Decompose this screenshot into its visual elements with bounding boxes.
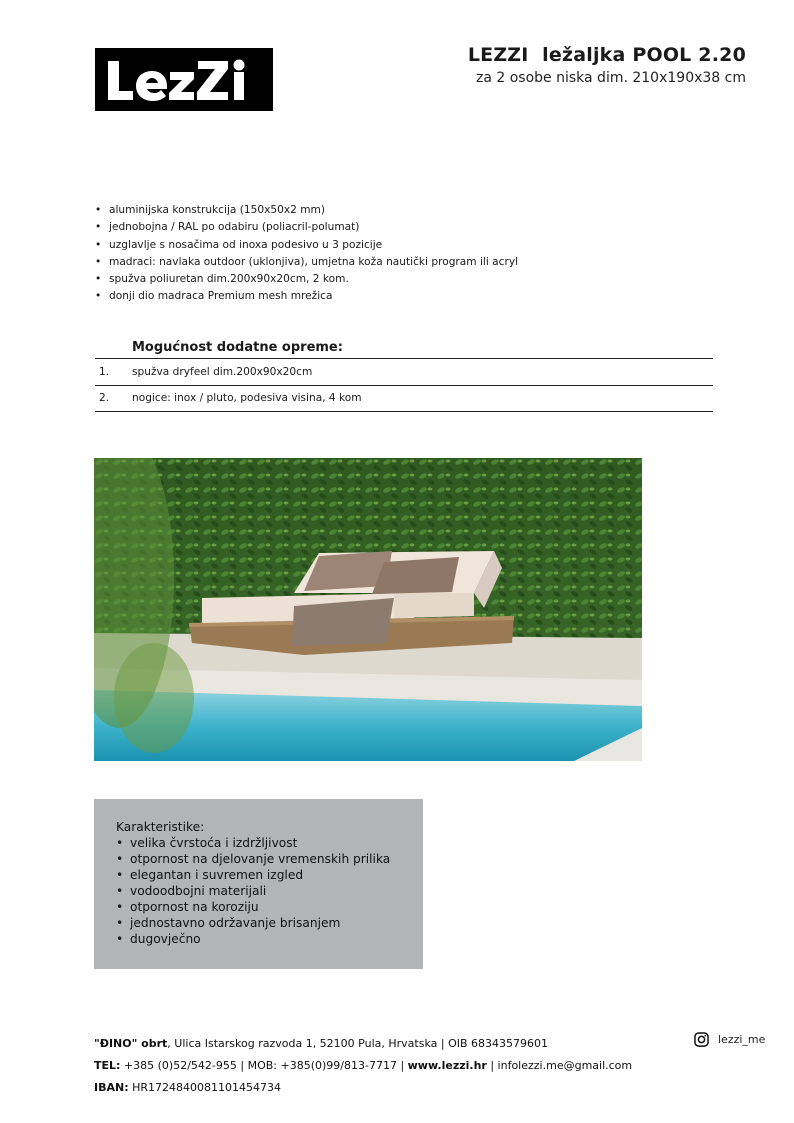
product-header [468,44,746,86]
website-link[interactable]: www.lezzi.hr [407,1059,487,1072]
footer-iban-line [94,1077,632,1099]
characteristics-list [116,835,423,947]
feature-item: • aluminijska konstrukcija (150x50x2 mm) [95,204,325,216]
characteristic-item: • vodoodbojni materijali [116,884,267,898]
feature-item: • donji dio madraca Premium mesh mrežica [95,290,333,303]
instagram-icon [694,1032,709,1047]
feature-item: • uzglavlje s nosačima od inoxa podesivo u 3 pozicije [95,238,383,251]
footer-address-line [94,1033,632,1055]
feature-list [95,202,518,306]
options-table [95,337,713,412]
tel-label: TEL: [94,1059,121,1072]
option-number: 1. [99,365,110,378]
email-link[interactable]: | infolezzi.me@gmail.com [486,1059,633,1072]
option-number: 2. [99,392,110,405]
options-heading: Mogućnost dodatne opreme: [95,337,713,359]
characteristic-item: • otpornost na djelovanje vremenskih prilika [116,852,391,866]
instagram-handle[interactable] [694,1032,765,1047]
options-row [95,386,713,413]
characteristic-item: • otpornost na koroziju [116,900,259,914]
iban-label: IBAN: [94,1081,129,1094]
phone-numbers[interactable]: +385 (0)52/542-955 | MOB: +385(0)99/813-7717 | [120,1059,408,1072]
footer-contact [94,1033,632,1099]
lounger-pool-image [94,458,642,761]
characteristic-item: • velika čvrstoća i izdržljivost [116,836,298,850]
characteristics-heading: Karakteristike: [116,820,205,834]
option-text: spužva dryfeel dim.200x90x20cm [132,365,313,378]
product-title: LEZZI ležaljka POOL 2.20 [467,44,746,66]
feature-item: • madraci: navlaka outdoor (uklonjiva), umjetna koža nautički program ili acryl [95,255,519,268]
option-text: nogice: inox / pluto, podesiva visina, 4 kom [132,392,362,405]
characteristic-item: • elegantan i suvremen izgled [116,868,304,882]
characteristic-item: • jednostavno održavanje brisanjem [116,916,341,930]
options-row [95,359,713,386]
characteristic-item: • dugovječno [116,932,201,946]
characteristics-box [94,799,423,969]
instagram-username[interactable]: lezzi_me [718,1033,766,1046]
feature-item: • jednobojna / RAL po odabiru (poliacril-polumat) [95,221,360,234]
lezzi-logo [95,48,273,111]
company-name: "ĐINO" obrt [94,1037,168,1050]
product-subtitle: za 2 osobe niska dim. 210x190x38 cm [476,70,746,86]
company-address: , Ulica Istarskog razvoda 1, 52100 Pula, Hrvatska | OIB 68343579601 [167,1037,549,1050]
feature-item: • spužva poliuretan dim.200x90x20cm, 2 kom. [95,273,349,286]
logo-wordmark [104,57,264,103]
product-photo [94,458,642,761]
iban-value: HR1724840081101454734 [128,1081,281,1094]
footer-phone-line [94,1055,632,1077]
